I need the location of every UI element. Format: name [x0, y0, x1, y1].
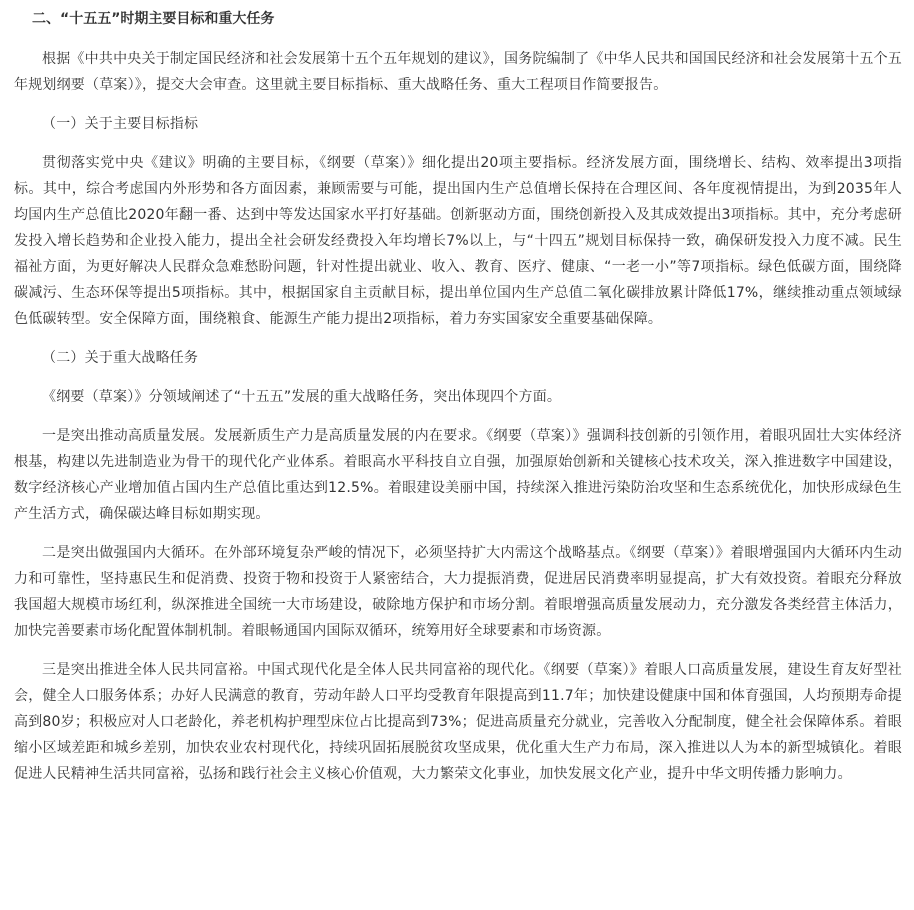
task-three-paragraph: 三是突出推进全体人民共同富裕。中国式现代化是全体人民共同富裕的现代化。《纲要（草案）》着眼人口高质量发展，建设生育友好型社会，健全人口服务体系；办好人民满意的教育，劳动年龄人口平均受教育年限提高到11.7年；加快建设健康中国和体育强国，人均预期寿命提高到80岁；积极应对人口老龄化，养老机构护理型床位占比提高到73%；促进高质量充分就业，完善收入分配制度，健全社会保障体系。着眼缩小区域差距和城乡差别，加快农业农村现代化，持续巩固拓展脱贫攻坚成果，优化重大生产力布局，深入推进以人为本的新型城镇化。着眼促进人民精神生活共同富裕，弘扬和践行社会主义核心价值观，大力繁荣文化事业，加快发展文化产业，提升中华文明传播力影响力。 [14, 662, 902, 782]
intro-paragraph: 根据《中共中央关于制定国民经济和社会发展第十五个五年规划的建议》，国务院编制了《中华人民共和国国民经济和社会发展第十五个五年规划纲要（草案）》，提交大会审查。这里就主要目标指标、重大战略任务、重大工程项目作简要报告。 [14, 51, 902, 93]
task-one-paragraph: 一是突出推动高质量发展。发展新质生产力是高质量发展的内在要求。《纲要（草案）》强调科技创新的引领作用，着眼巩固壮大实体经济根基，构建以先进制造业为骨干的现代化产业体系。着眼高水平科技自立自强，加强原始创新和关键核心技术攻关，深入推进数字中国建设，数字经济核心产业增加值占国内生产总值比重达到12.5%。着眼建设美丽中国，持续深入推进污染防治攻坚和生态系统优化，加快形成绿色生产生活方式，确保碳达峰目标如期实现。 [14, 428, 902, 522]
subsection-heading-targets: （一）关于主要目标指标 [42, 116, 199, 132]
task-two-paragraph: 二是突出做强国内大循环。在外部环境复杂严峻的情况下，必须坚持扩大内需这个战略基点。《纲要（草案）》着眼增强国内大循环内生动力和可靠性，坚持惠民生和促消费、投资于物和投资于人紧密结合，大力提振消费，促进居民消费率明显提高，扩大有效投资。着眼充分释放我国超大规模市场红利，纵深推进全国统一大市场建设，破除地方保护和市场分割。着眼增强高质量发展动力，充分激发各类经营主体活力，加快完善要素市场化配置体制机制。着眼畅通国内国际双循环，统筹用好全球要素和市场资源。 [14, 545, 902, 639]
subsection-heading-tasks: （二）关于重大战略任务 [42, 350, 199, 366]
tasks-intro-paragraph: 《纲要（草案）》分领域阐述了“十五五”发展的重大战略任务，突出体现四个方面。 [42, 389, 562, 405]
section-title: 二、“十五五”时期主要目标和重大任务 [32, 11, 275, 27]
targets-paragraph: 贯彻落实党中央《建议》明确的主要目标，《纲要（草案）》细化提出20项主要指标。经济发展方面，围绕增长、结构、效率提出3项指标。其中，综合考虑国内外形势和各方面因素，兼顾需要与可能，提出国内生产总值增长保持在合理区间、各年度视情提出，为到2035年人均国内生产总值比2020年翻一番、达到中等发达国家水平打好基础。创新驱动方面，围绕创新投入及其成效提出3项指标。其中，充分考虑研发投入增长趋势和企业投入能力，提出全社会研发经费投入年均增长7%以上，与“十四五”规划目标保持一致，确保研发投入力度不减。民生福祉方面，为更好解决人民群众急难愁盼问题，针对性提出就业、收入、教育、医疗、健康、“一老一小”等7项指标。绿色低碳方面，围绕降碳减污、生态环保等提出5项指标。其中，根据国家自主贡献目标，提出单位国内生产总值二氧化碳排放累计降低17%，继续推动重点领域绿色低碳转型。安全保障方面，围绕粮食、能源生产能力提出2项指标，着力夯实国家安全重要基础保障。 [14, 155, 902, 327]
